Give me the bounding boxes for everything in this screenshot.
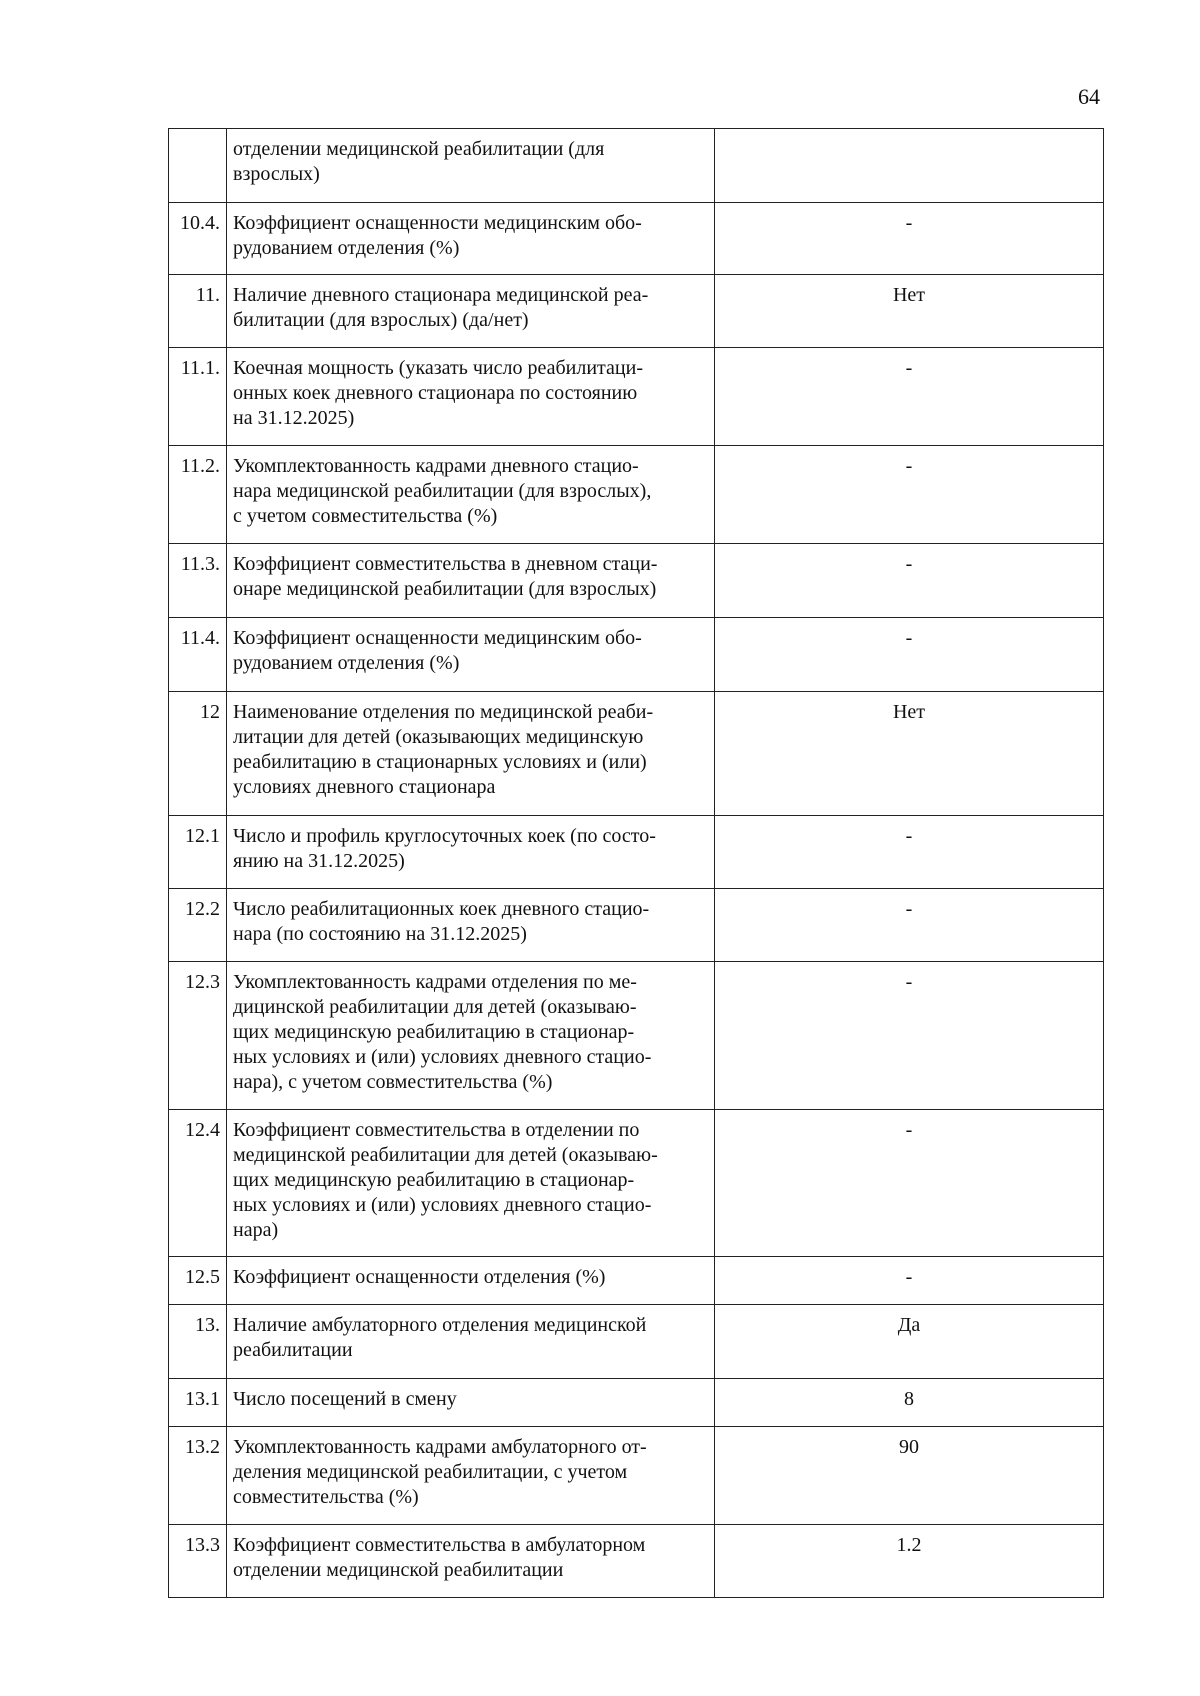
indicator-value-cell: - — [715, 618, 1104, 692]
indicator-name-line: отделении медицинской реабилитации (для — [233, 138, 605, 160]
table-row — [169, 1305, 1104, 1379]
indicator-name-cell — [227, 1257, 715, 1305]
indicator-name-line: взрослых) — [233, 163, 320, 185]
indicator-name-line: Коечная мощность (указать число реабилитаци- — [233, 357, 643, 379]
indicator-name-line: Укомплектованность кадрами амбулаторного от- — [233, 1436, 647, 1458]
table-row — [169, 889, 1104, 962]
row-number-cell: 10.4. — [169, 203, 227, 275]
row-number-cell: 13.3 — [169, 1525, 227, 1598]
indicator-value-cell: - — [715, 1257, 1104, 1305]
indicator-name-line: онных коек дневного стационара по состоянию — [233, 382, 638, 404]
indicator-value-cell: - — [715, 889, 1104, 962]
indicator-name-line: Коэффициент совместительства в отделении по — [233, 1119, 640, 1141]
indicator-name-line: медицинской реабилитации для детей (оказываю- — [233, 1144, 658, 1166]
row-number-cell: 13.2 — [169, 1427, 227, 1525]
row-number-cell: 11.1. — [169, 348, 227, 446]
indicator-name-line: отделении медицинской реабилитации — [233, 1559, 564, 1581]
table-row — [169, 1525, 1104, 1598]
indicator-name-cell — [227, 1110, 715, 1257]
indicator-name-line: янию на 31.12.2025) — [233, 850, 405, 872]
row-number-cell: 11.3. — [169, 544, 227, 618]
indicator-name-line: нара (по состоянию на 31.12.2025) — [233, 923, 527, 945]
table-row — [169, 1427, 1104, 1525]
indicator-name-line: условиях дневного стационара — [233, 776, 496, 798]
indicator-name-cell — [227, 1525, 715, 1598]
indicator-name-cell — [227, 692, 715, 816]
indicator-value-cell: - — [715, 544, 1104, 618]
indicator-name-line: Укомплектованность кадрами дневного стацио- — [233, 455, 639, 477]
indicator-name-line: нара) — [233, 1219, 279, 1241]
indicator-value-cell: 90 — [715, 1427, 1104, 1525]
indicator-name-cell — [227, 1427, 715, 1525]
table-row — [169, 962, 1104, 1110]
indicator-name-line: реабилитации — [233, 1339, 353, 1361]
indicator-name-line: рудованием отделения (%) — [233, 652, 460, 674]
indicator-value-cell: - — [715, 1110, 1104, 1257]
row-number-cell: 12.1 — [169, 816, 227, 889]
indicator-name-line: онаре медицинской реабилитации (для взрослых) — [233, 578, 657, 600]
indicator-name-cell — [227, 203, 715, 275]
indicator-name-cell — [227, 1305, 715, 1379]
indicator-value-cell: Да — [715, 1305, 1104, 1379]
indicator-name-cell — [227, 816, 715, 889]
table-row — [169, 692, 1104, 816]
indicator-value-cell: Нет — [715, 692, 1104, 816]
page-number: 64 — [1078, 84, 1100, 109]
indicator-value-cell: Нет — [715, 275, 1104, 348]
indicator-name-line: с учетом совместительства (%) — [233, 505, 498, 527]
indicator-name-line: Число посещений в смену — [233, 1388, 457, 1410]
indicator-name-line: Коэффициент совместительства в амбулаторном — [233, 1534, 646, 1556]
table-row — [169, 446, 1104, 544]
indicator-name-line: дицинской реабилитации для детей (оказываю- — [233, 996, 637, 1018]
indicator-value-cell: 8 — [715, 1379, 1104, 1427]
indicator-name-line: Коэффициент оснащенности медицинским обо- — [233, 212, 642, 234]
row-number-cell: 12 — [169, 692, 227, 816]
indicator-name-cell — [227, 1379, 715, 1427]
indicator-value-cell: - — [715, 446, 1104, 544]
indicator-value-cell: - — [715, 962, 1104, 1110]
indicator-name-line: ных условиях и (или) условиях дневного стацио- — [233, 1046, 652, 1068]
indicator-name-cell — [227, 129, 715, 203]
row-number-cell: 13. — [169, 1305, 227, 1379]
indicator-name-line: рудованием отделения (%) — [233, 237, 460, 259]
indicator-name-cell — [227, 348, 715, 446]
row-number-cell: 11.4. — [169, 618, 227, 692]
table-row — [169, 1110, 1104, 1257]
indicator-name-line: щих медицинскую реабилитацию в стационар- — [233, 1021, 635, 1043]
table-row — [169, 618, 1104, 692]
indicator-value-cell — [715, 129, 1104, 203]
indicator-value-cell: 1.2 — [715, 1525, 1104, 1598]
indicator-name-line: нара), с учетом совместительства (%) — [233, 1071, 553, 1093]
table-row — [169, 1379, 1104, 1427]
row-number-cell: 11.2. — [169, 446, 227, 544]
table-row — [169, 275, 1104, 348]
indicator-name-line: Коэффициент совместительства в дневном стаци- — [233, 553, 658, 575]
indicator-name-cell — [227, 275, 715, 348]
table-row — [169, 544, 1104, 618]
indicator-value-cell: - — [715, 348, 1104, 446]
table-row — [169, 203, 1104, 275]
indicator-name-line: на 31.12.2025) — [233, 407, 355, 429]
row-number-cell: 12.5 — [169, 1257, 227, 1305]
indicator-value-cell: - — [715, 203, 1104, 275]
row-number-cell — [169, 129, 227, 203]
indicator-name-line: ных условиях и (или) условиях дневного стацио- — [233, 1194, 652, 1216]
table-row — [169, 816, 1104, 889]
indicator-name-line: нара медицинской реабилитации (для взрослых), — [233, 480, 652, 502]
table-row — [169, 1257, 1104, 1305]
indicator-name-cell — [227, 962, 715, 1110]
indicator-name-line: билитации (для взрослых) (да/нет) — [233, 309, 529, 331]
table-row — [169, 129, 1104, 203]
table-body — [169, 129, 1104, 1598]
row-number-cell: 12.3 — [169, 962, 227, 1110]
indicator-name-line: Число и профиль круглосуточных коек (по состо- — [233, 825, 656, 847]
indicator-name-line: Коэффициент оснащенности отделения (%) — [233, 1266, 606, 1288]
indicator-name-line: литации для детей (оказывающих медицинскую — [233, 726, 644, 748]
indicator-name-cell — [227, 544, 715, 618]
indicator-name-line: Наименование отделения по медицинской реаби- — [233, 701, 654, 723]
indicator-name-line: деления медицинской реабилитации, с учетом — [233, 1461, 628, 1483]
row-number-cell: 11. — [169, 275, 227, 348]
indicator-name-cell — [227, 446, 715, 544]
indicator-name-cell — [227, 889, 715, 962]
indicator-name-line: Число реабилитационных коек дневного стацио- — [233, 898, 650, 920]
indicator-name-line: реабилитацию в стационарных условиях и (или) — [233, 751, 647, 773]
indicator-value-cell: - — [715, 816, 1104, 889]
row-number-cell: 12.2 — [169, 889, 227, 962]
row-number-cell: 13.1 — [169, 1379, 227, 1427]
indicator-name-line: Наличие дневного стационара медицинской реа- — [233, 284, 649, 306]
indicator-name-cell — [227, 618, 715, 692]
table-row — [169, 348, 1104, 446]
indicator-name-line: Укомплектованность кадрами отделения по ме- — [233, 971, 637, 993]
indicator-name-line: Наличие амбулаторного отделения медицинской — [233, 1314, 647, 1336]
indicator-name-line: Коэффициент оснащенности медицинским обо- — [233, 627, 642, 649]
indicator-name-line: щих медицинскую реабилитацию в стационар- — [233, 1169, 635, 1191]
row-number-cell: 12.4 — [169, 1110, 227, 1257]
indicator-name-line: совместительства (%) — [233, 1486, 419, 1508]
indicator-table — [168, 128, 1104, 1598]
